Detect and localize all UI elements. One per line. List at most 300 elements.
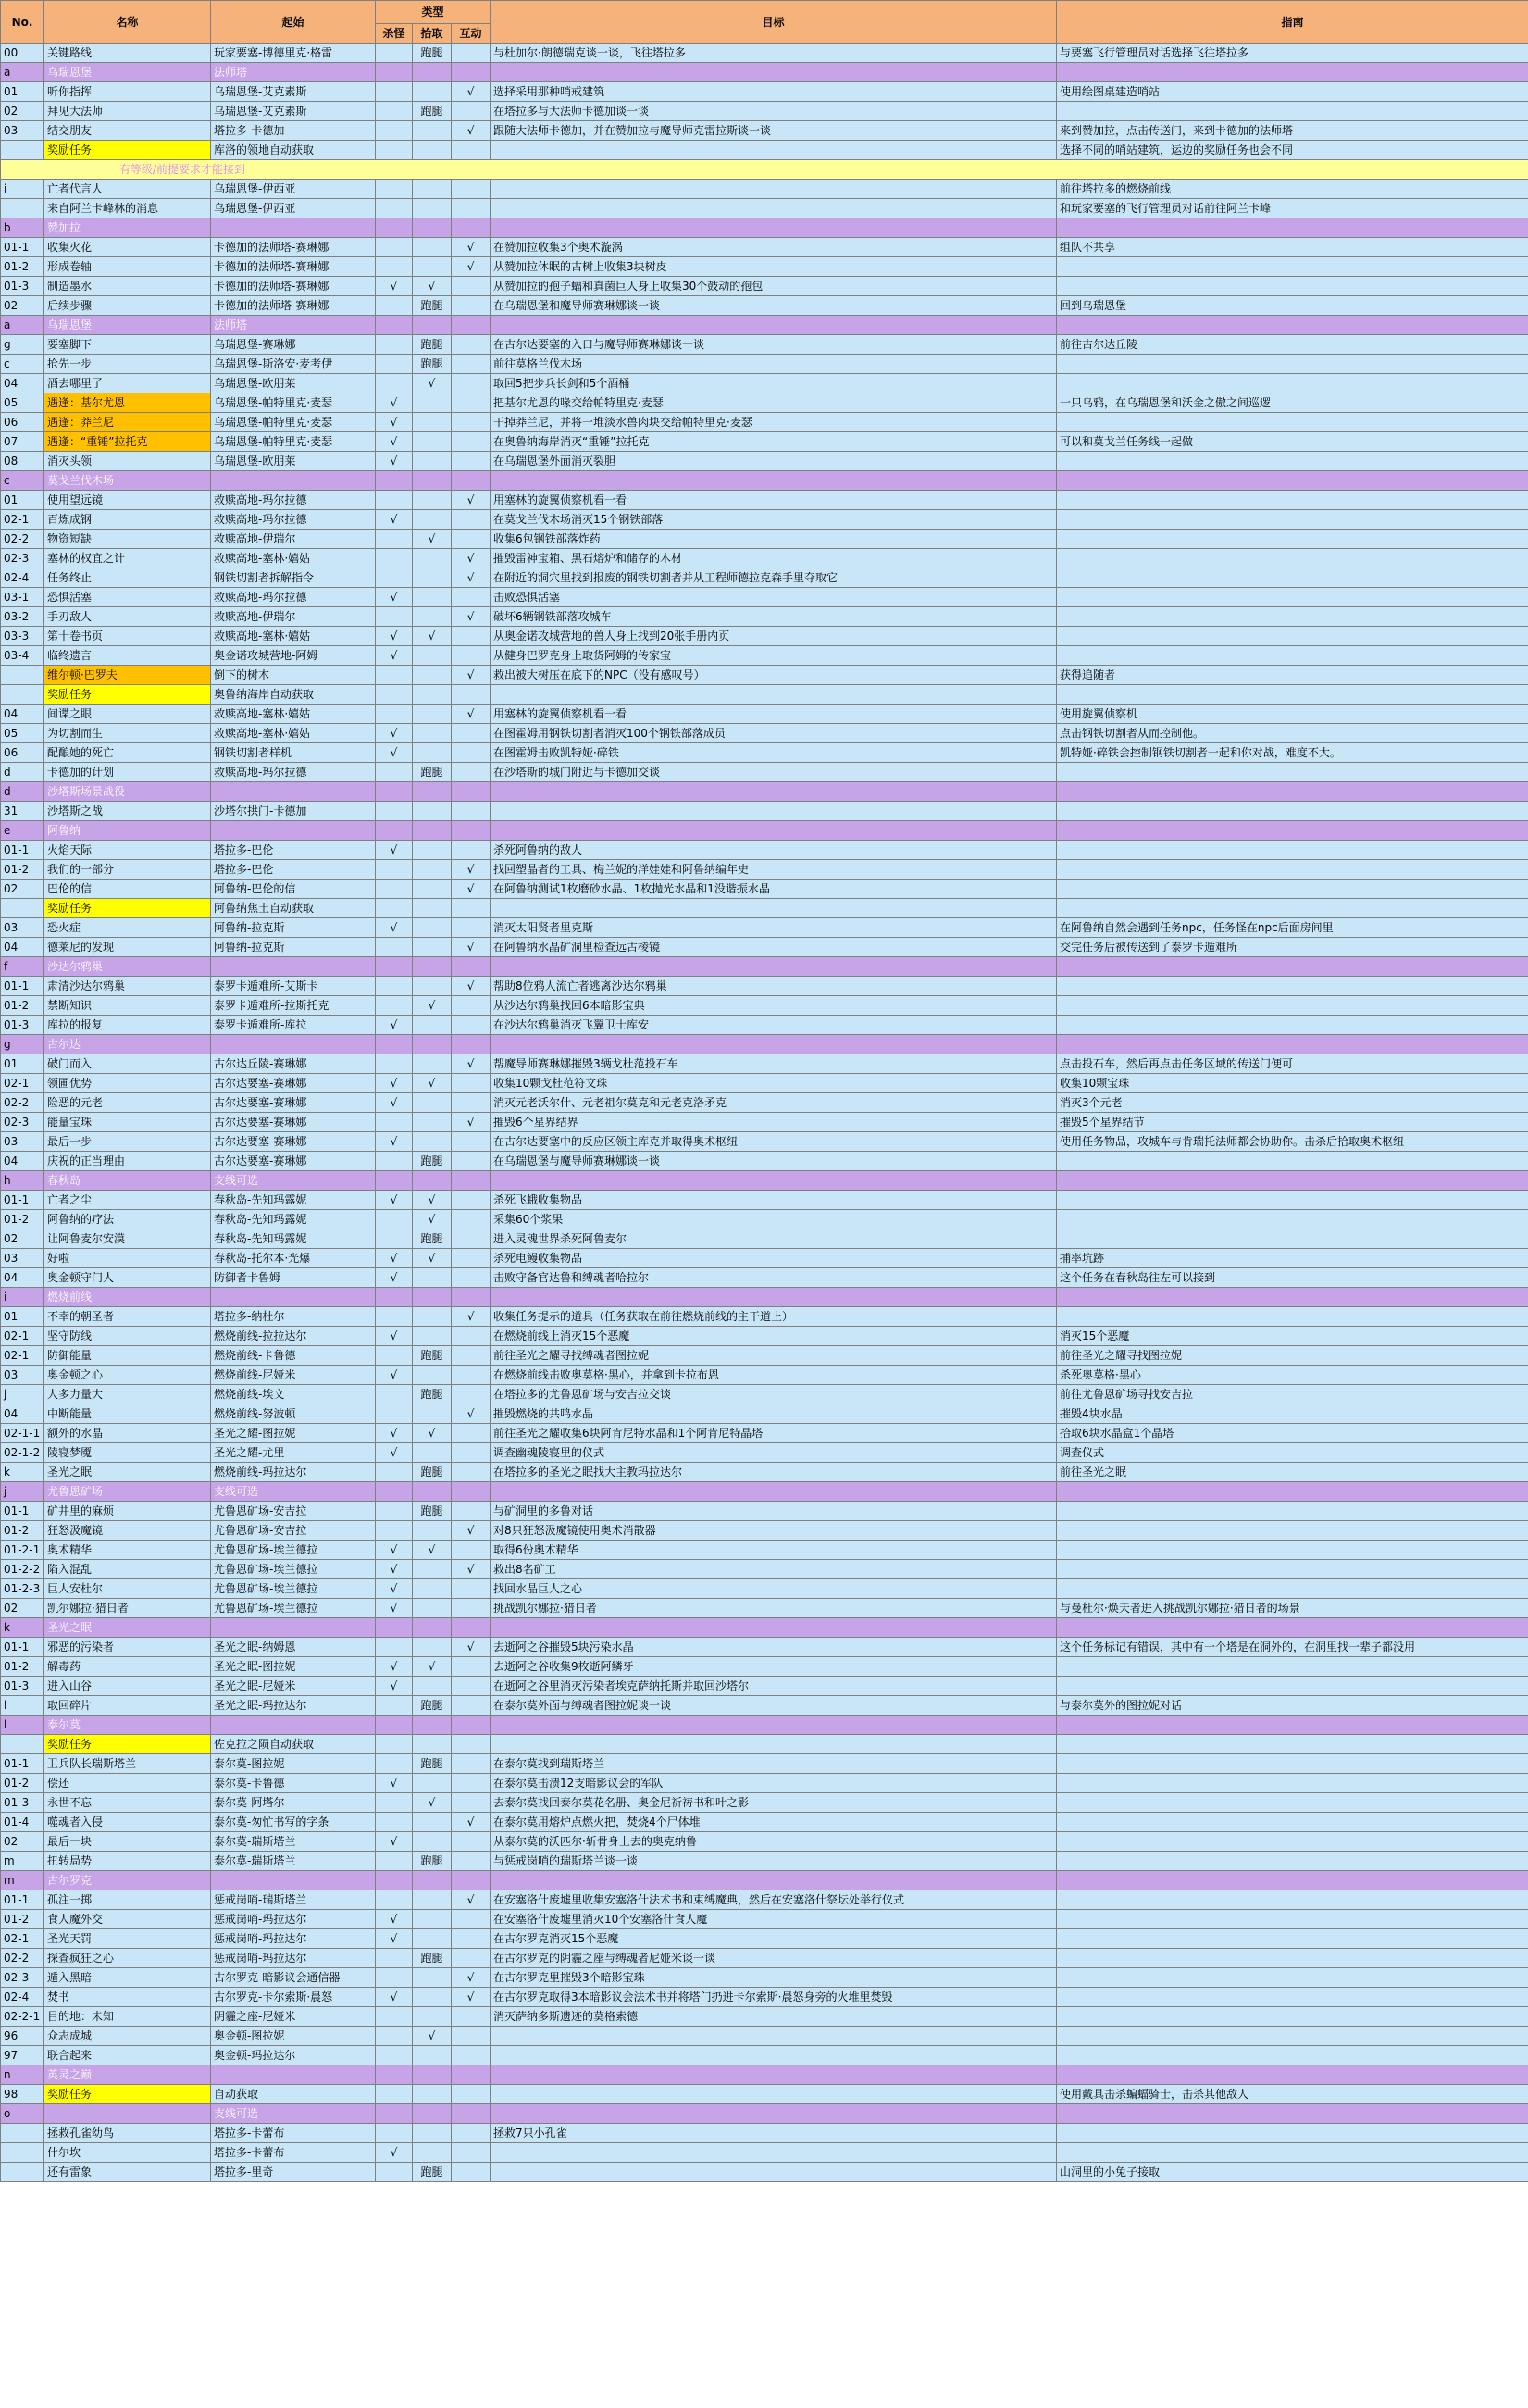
type-interact-mark	[452, 1249, 491, 1268]
quest-start: 尤鲁恩矿场-安吉拉	[211, 1502, 376, 1521]
quest-name: 后续步骤	[44, 296, 211, 316]
type-pick-mark	[413, 2085, 452, 2104]
section-row	[1, 1482, 1528, 1502]
quest-row	[1, 1579, 1528, 1599]
type-pick-mark	[413, 568, 452, 588]
quest-goal: 消灭太阳贤者里克斯	[491, 918, 1057, 938]
empty-cell	[413, 218, 452, 238]
type-kill-mark: √	[376, 1366, 413, 1385]
type-interact-mark: √	[452, 607, 491, 627]
quest-goal: 收集6包钢铁部落炸药	[491, 530, 1057, 549]
type-interact-mark: √	[452, 1890, 491, 1910]
quest-row	[1, 44, 1528, 63]
quest-goal: 在塔拉多的圣光之眠找大主教玛拉达尔	[491, 1463, 1057, 1482]
row-no: 01-2	[1, 257, 44, 277]
quest-start: 古尔罗克-暗影议会通信器	[211, 1968, 376, 1988]
quest-guide: 摧毁5个星界结节	[1057, 1113, 1528, 1132]
row-no: 02-1-1	[1, 1424, 44, 1443]
type-kill-mark	[376, 685, 413, 705]
quest-start: 尤鲁恩矿场-埃兰德拉	[211, 1579, 376, 1599]
type-kill-mark	[376, 374, 413, 393]
empty-cell	[376, 1288, 413, 1307]
quest-row	[1, 1890, 1528, 1910]
quest-guide	[1057, 1929, 1528, 1949]
type-pick-mark: 跑腿	[413, 1502, 452, 1521]
quest-row	[1, 432, 1528, 452]
quest-guide: 山洞里的小兔子接取	[1057, 2163, 1528, 2182]
quest-name: 抢先一步	[44, 355, 211, 374]
type-pick-mark	[413, 646, 452, 666]
quest-start: 塔拉多-卡德加	[211, 121, 376, 141]
header-type-pick: 拾取	[413, 24, 452, 44]
row-no: j	[1, 1385, 44, 1404]
quest-name: 庆祝的正当理由	[44, 1152, 211, 1171]
type-pick-mark: √	[413, 1541, 452, 1560]
type-kill-mark: √	[376, 1560, 413, 1579]
quest-name: 进入山谷	[44, 1677, 211, 1696]
type-interact-mark	[452, 452, 491, 471]
row-no: 02-2	[1, 1949, 44, 1968]
row-no: 02-3	[1, 549, 44, 568]
type-pick-mark	[413, 1813, 452, 1832]
quest-name: 间谍之眼	[44, 705, 211, 724]
type-interact-mark	[452, 2085, 491, 2104]
empty-cell	[491, 1482, 1057, 1502]
quest-name: 偿还	[44, 1774, 211, 1793]
quest-goal: 在赞加拉收集3个奥术漩涡	[491, 238, 1057, 257]
quest-row	[1, 296, 1528, 316]
quest-name: 坚守防线	[44, 1327, 211, 1346]
type-interact-mark	[452, 1132, 491, 1152]
row-no: 01-2-3	[1, 1579, 44, 1599]
type-kill-mark	[376, 1113, 413, 1132]
row-no: 01-4	[1, 1813, 44, 1832]
type-kill-mark	[376, 1054, 413, 1074]
type-pick-mark	[413, 1968, 452, 1988]
section-row	[1, 821, 1528, 841]
quest-start: 乌瑞恩堡-伊西亚	[211, 180, 376, 199]
quest-goal: 前往圣光之耀收集6块阿肯尼特水晶和1个阿肯尼特晶塔	[491, 1424, 1057, 1443]
quest-name: 还有雷象	[44, 2163, 211, 2182]
empty-cell	[413, 957, 452, 977]
quest-row	[1, 685, 1528, 705]
type-interact-mark	[452, 1929, 491, 1949]
section-note	[211, 1035, 376, 1054]
quest-row	[1, 491, 1528, 510]
quest-name: 肃清沙达尔鸦巢	[44, 977, 211, 996]
quest-start: 乌瑞恩堡-斯洛安·麦考伊	[211, 355, 376, 374]
quest-name: 手刃敌人	[44, 607, 211, 627]
quest-name: 食人魔外交	[44, 1910, 211, 1929]
quest-row	[1, 899, 1528, 918]
quest-goal: 把基尔尤恩的喙交给帕特里克·麦瑟	[491, 393, 1057, 413]
quest-start: 圣光之耀-尤里	[211, 1443, 376, 1463]
empty-cell	[1057, 1288, 1528, 1307]
quest-name: 圣光之眠	[44, 1463, 211, 1482]
type-kill-mark	[376, 549, 413, 568]
empty-cell	[413, 316, 452, 335]
requirement-note-row	[1, 160, 1528, 180]
type-pick-mark	[413, 549, 452, 568]
quest-row	[1, 568, 1528, 588]
type-pick-mark	[413, 2046, 452, 2065]
row-no: 08	[1, 452, 44, 471]
quest-goal: 救出8名矿工	[491, 1560, 1057, 1579]
type-kill-mark: √	[376, 393, 413, 413]
type-pick-mark	[413, 1327, 452, 1346]
quest-guide	[1057, 257, 1528, 277]
quest-start: 尤鲁恩矿场-埃兰德拉	[211, 1541, 376, 1560]
empty-cell	[413, 2065, 452, 2085]
section-row	[1, 782, 1528, 802]
quest-row	[1, 646, 1528, 666]
row-no: g	[1, 335, 44, 355]
type-pick-mark	[413, 802, 452, 821]
type-pick-mark	[413, 977, 452, 996]
quest-goal: 击败守备官达鲁和缚魂者哈拉尔	[491, 1268, 1057, 1288]
quest-start: 救赎高地-玛尔拉德	[211, 491, 376, 510]
quest-goal: 在乌瑞恩堡外面消灭裂胆	[491, 452, 1057, 471]
quest-row	[1, 1385, 1528, 1404]
row-no: 01-3	[1, 277, 44, 296]
quest-name: 恐火症	[44, 918, 211, 938]
quest-row	[1, 1774, 1528, 1793]
section-row	[1, 1171, 1528, 1191]
type-interact-mark	[452, 743, 491, 763]
type-interact-mark	[452, 413, 491, 432]
type-pick-mark	[413, 257, 452, 277]
row-no: 03-4	[1, 646, 44, 666]
quest-goal	[491, 802, 1057, 821]
quest-row	[1, 1968, 1528, 1988]
type-interact-mark	[452, 180, 491, 199]
quest-guide: 在阿鲁纳自然会遇到任务npc，任务怪在npc后面房间里	[1057, 918, 1528, 938]
type-pick-mark	[413, 510, 452, 530]
type-interact-mark	[452, 1832, 491, 1852]
quest-name: 塞林的权宜之计	[44, 549, 211, 568]
type-interact-mark	[452, 1541, 491, 1560]
quest-row	[1, 549, 1528, 568]
row-no: 02	[1, 1599, 44, 1618]
type-kill-mark	[376, 2085, 413, 2104]
row-no: 02	[1, 880, 44, 899]
row-no: 04	[1, 938, 44, 957]
quest-goal: 在附近的洞穴里找到报废的钢铁切割者并从工程师德拉克森手里夺取它	[491, 568, 1057, 588]
quest-name: 要塞脚下	[44, 335, 211, 355]
type-interact-mark	[452, 1793, 491, 1813]
row-no: 02-1	[1, 1346, 44, 1366]
row-no: 04	[1, 1268, 44, 1288]
empty-cell	[1057, 957, 1528, 977]
quest-name: 陷入混乱	[44, 1560, 211, 1579]
type-interact-mark	[452, 2124, 491, 2143]
type-pick-mark: 跑腿	[413, 44, 452, 63]
type-kill-mark	[376, 1735, 413, 1754]
quest-name: 库拉的报复	[44, 1016, 211, 1035]
type-kill-mark: √	[376, 1443, 413, 1463]
type-kill-mark: √	[376, 413, 413, 432]
type-pick-mark	[413, 199, 452, 218]
quest-goal: 在古尔罗克的阴霾之座与缚魂者尼娅米谈一谈	[491, 1949, 1057, 1968]
quest-guide	[1057, 1657, 1528, 1677]
quest-start: 尤鲁恩矿场-安吉拉	[211, 1521, 376, 1541]
quest-goal: 杀死电鳗收集物品	[491, 1249, 1057, 1268]
quest-start: 佐克拉之陨自动获取	[211, 1735, 376, 1754]
type-pick-mark	[413, 1832, 452, 1852]
quest-name: 险恶的元老	[44, 1093, 211, 1113]
type-kill-mark: √	[376, 1424, 413, 1443]
section-row	[1, 1035, 1528, 1054]
type-pick-mark	[413, 860, 452, 880]
quest-name: 孤注一掷	[44, 1890, 211, 1910]
row-no	[1, 899, 44, 918]
empty-cell	[413, 1716, 452, 1735]
type-interact-mark	[452, 2163, 491, 2182]
row-no	[1, 2124, 44, 2143]
type-kill-mark: √	[376, 918, 413, 938]
quest-start: 古尔达要塞-赛琳娜	[211, 1152, 376, 1171]
row-no: 06	[1, 413, 44, 432]
quest-goal: 从沙达尔鸦巢找回6本暗影宝典	[491, 996, 1057, 1016]
quest-row	[1, 141, 1528, 160]
quest-row	[1, 510, 1528, 530]
quest-name: 维尔顿·巴罗夫	[44, 666, 211, 685]
type-interact-mark	[452, 1657, 491, 1677]
type-pick-mark	[413, 121, 452, 141]
quest-guide: 与泰尔莫外的图拉妮对话	[1057, 1696, 1528, 1716]
type-interact-mark	[452, 1366, 491, 1385]
type-interact-mark	[452, 374, 491, 393]
type-kill-mark	[376, 1754, 413, 1774]
type-pick-mark	[413, 1929, 452, 1949]
quest-guide: 与曼杜尔·焕天者进入挑战凯尔娜拉·猎日者的场景	[1057, 1599, 1528, 1618]
type-kill-mark	[376, 530, 413, 549]
type-interact-mark	[452, 2143, 491, 2163]
section-note	[211, 1618, 376, 1638]
quest-start: 圣光之耀-图拉妮	[211, 1424, 376, 1443]
quest-name: 消灭头领	[44, 452, 211, 471]
type-kill-mark: √	[376, 1774, 413, 1793]
type-interact-mark	[452, 1327, 491, 1346]
empty-cell	[452, 63, 491, 82]
type-interact-mark: √	[452, 1988, 491, 2007]
row-no: f	[1, 957, 44, 977]
quest-goal: 在莫戈兰伐木场消灭15个钢铁部落	[491, 510, 1057, 530]
type-kill-mark	[376, 199, 413, 218]
row-no	[1, 199, 44, 218]
section-note: 支线可选	[211, 1171, 376, 1191]
type-kill-mark: √	[376, 1599, 413, 1618]
section-note	[211, 1716, 376, 1735]
empty-cell	[452, 316, 491, 335]
type-kill-mark: √	[376, 1677, 413, 1696]
quest-guide: 前往尤鲁恩矿场寻找安吉拉	[1057, 1385, 1528, 1404]
type-kill-mark: √	[376, 452, 413, 471]
quest-name: 什尔坎	[44, 2143, 211, 2163]
quest-guide: 这个任务在春秋岛往左可以接到	[1057, 1268, 1528, 1288]
quest-guide: 拾取6块水晶盒1个晶塔	[1057, 1424, 1528, 1443]
quest-name: 奖励任务	[44, 141, 211, 160]
section-row	[1, 471, 1528, 491]
row-no: c	[1, 471, 44, 491]
section-name: 尤鲁恩矿场	[44, 1482, 211, 1502]
quest-guide: 获得追随者	[1057, 666, 1528, 685]
quest-goal: 取回5把步兵长剑和5个酒桶	[491, 374, 1057, 393]
quest-goal: 找回水晶巨人之心	[491, 1579, 1057, 1599]
type-pick-mark	[413, 685, 452, 705]
type-pick-mark: 跑腿	[413, 1949, 452, 1968]
section-name: 阿鲁纳	[44, 821, 211, 841]
quest-name: 拯救孔雀幼鸟	[44, 2124, 211, 2143]
requirement-note: 有等级/前提要求才能接到	[1, 160, 1528, 180]
row-no: 01-1	[1, 977, 44, 996]
type-kill-mark: √	[376, 1132, 413, 1152]
type-kill-mark: √	[376, 1988, 413, 2007]
quest-guide	[1057, 530, 1528, 549]
quest-start: 古尔达要塞-赛琳娜	[211, 1113, 376, 1132]
section-name	[44, 2104, 211, 2124]
type-interact-mark	[452, 1443, 491, 1463]
quest-name: 第十卷书页	[44, 627, 211, 646]
empty-cell	[1057, 1035, 1528, 1054]
type-pick-mark: √	[413, 1657, 452, 1677]
quest-goal: 挑战凯尔娜拉·猎日者	[491, 1599, 1057, 1618]
quest-guide: 点击钢铁切割者从而控制他。	[1057, 724, 1528, 743]
quest-goal	[491, 1735, 1057, 1754]
empty-cell	[413, 1618, 452, 1638]
quest-start: 泰尔莫-阿塔尔	[211, 1793, 376, 1813]
quest-start: 奥金顿-图拉妮	[211, 2027, 376, 2046]
quest-guide: 交完任务后被传送到了泰罗卡遁难所	[1057, 938, 1528, 957]
header-type-interact: 互动	[452, 24, 491, 44]
quest-goal: 在古尔达要塞中的反应区领主库克并取得奥术枢纽	[491, 1132, 1057, 1152]
type-kill-mark: √	[376, 1929, 413, 1949]
quest-guide	[1057, 1754, 1528, 1774]
quest-row	[1, 1074, 1528, 1093]
type-interact-mark	[452, 1696, 491, 1716]
quest-name: 关键路线	[44, 44, 211, 63]
type-pick-mark	[413, 413, 452, 432]
quest-name: 阿鲁纳的疗法	[44, 1210, 211, 1229]
quest-row	[1, 2027, 1528, 2046]
type-interact-mark	[452, 102, 491, 121]
quest-start: 古尔达要塞-赛琳娜	[211, 1132, 376, 1152]
empty-cell	[452, 218, 491, 238]
type-pick-mark: 跑腿	[413, 1152, 452, 1171]
quest-goal: 在乌瑞恩堡和魔导师赛琳娜谈一谈	[491, 296, 1057, 316]
row-no: 02-2	[1, 530, 44, 549]
row-no	[1, 1735, 44, 1754]
quest-row	[1, 938, 1528, 957]
quest-name: 亡者代言人	[44, 180, 211, 199]
empty-cell	[452, 1171, 491, 1191]
quest-guide	[1057, 510, 1528, 530]
type-kill-mark	[376, 705, 413, 724]
type-kill-mark	[376, 296, 413, 316]
empty-cell	[491, 1871, 1057, 1890]
quest-goal: 摧毁雷神宝箱、黑石熔炉和储存的木材	[491, 549, 1057, 568]
quest-row	[1, 1677, 1528, 1696]
quest-goal: 从奥金诺攻城营地的兽人身上找到20张手册内页	[491, 627, 1057, 646]
quest-start: 玩家要塞-博德里克·格雷	[211, 44, 376, 63]
quest-guide	[1057, 1016, 1528, 1035]
quest-row	[1, 2124, 1528, 2143]
type-interact-mark: √	[452, 977, 491, 996]
quest-guide	[1057, 1793, 1528, 1813]
type-interact-mark	[452, 588, 491, 607]
quest-goal	[491, 180, 1057, 199]
quest-guide	[1057, 763, 1528, 782]
type-pick-mark: √	[413, 2027, 452, 2046]
header-goal: 目标	[491, 1, 1057, 44]
quest-goal: 用塞林的旋翼侦察机看一看	[491, 491, 1057, 510]
quest-guide: 前往圣光之耀寻找图拉妮	[1057, 1346, 1528, 1366]
row-no: h	[1, 1171, 44, 1191]
quest-start: 燃烧前线-努波顿	[211, 1404, 376, 1424]
type-pick-mark	[413, 2007, 452, 2027]
type-pick-mark: √	[413, 1424, 452, 1443]
quest-start: 古尔达要塞-赛琳娜	[211, 1093, 376, 1113]
quest-guide	[1057, 1852, 1528, 1871]
section-name: 古尔达	[44, 1035, 211, 1054]
quest-row	[1, 199, 1528, 218]
type-pick-mark	[413, 1268, 452, 1288]
quest-goal: 从赞加拉的孢子蝠和真菌巨人身上收集30个鼓动的孢包	[491, 277, 1057, 296]
quest-goal: 在泰尔莫找到瑞斯塔兰	[491, 1754, 1057, 1774]
quest-name: 制造墨水	[44, 277, 211, 296]
type-pick-mark	[413, 1774, 452, 1793]
quest-goal: 收集任务提示的道具（任务获取在前往燃烧前线的主干道上）	[491, 1307, 1057, 1327]
section-row	[1, 2065, 1528, 2085]
type-interact-mark: √	[452, 491, 491, 510]
row-no: 96	[1, 2027, 44, 2046]
type-kill-mark: √	[376, 841, 413, 860]
type-kill-mark	[376, 1813, 413, 1832]
quest-row	[1, 1132, 1528, 1152]
quest-row	[1, 1793, 1528, 1813]
empty-cell	[452, 821, 491, 841]
type-interact-mark	[452, 1910, 491, 1929]
type-pick-mark	[413, 432, 452, 452]
type-kill-mark: √	[376, 432, 413, 452]
type-pick-mark: 跑腿	[413, 1754, 452, 1774]
quest-start: 燃烧前线-埃文	[211, 1385, 376, 1404]
type-kill-mark: √	[376, 1910, 413, 1929]
quest-goal: 帮助8位鸦人流亡者逃离沙达尔鸦巢	[491, 977, 1057, 996]
row-no: 01-1	[1, 1890, 44, 1910]
row-no: 01	[1, 1307, 44, 1327]
row-no: 04	[1, 374, 44, 393]
row-no: a	[1, 63, 44, 82]
type-interact-mark	[452, 1385, 491, 1404]
row-no: e	[1, 821, 44, 841]
quest-start: 救赎高地-塞林·嬉姑	[211, 549, 376, 568]
row-no: 03-1	[1, 588, 44, 607]
empty-cell	[452, 1618, 491, 1638]
quest-row	[1, 1054, 1528, 1074]
quest-guide: 和玩家要塞的飞行管理员对话前往阿兰卡峰	[1057, 199, 1528, 218]
quest-guide	[1057, 1774, 1528, 1793]
row-no: 02	[1, 1832, 44, 1852]
quest-name: 酒去哪里了	[44, 374, 211, 393]
section-row	[1, 1716, 1528, 1735]
type-kill-mark: √	[376, 1191, 413, 1210]
quest-guide	[1057, 491, 1528, 510]
section-note: 法师塔	[211, 316, 376, 335]
quest-start: 泰尔莫-图拉妮	[211, 1754, 376, 1774]
quest-start: 库洛的领地自动获取	[211, 141, 376, 160]
quest-start: 泰尔莫-瑞斯塔兰	[211, 1832, 376, 1852]
